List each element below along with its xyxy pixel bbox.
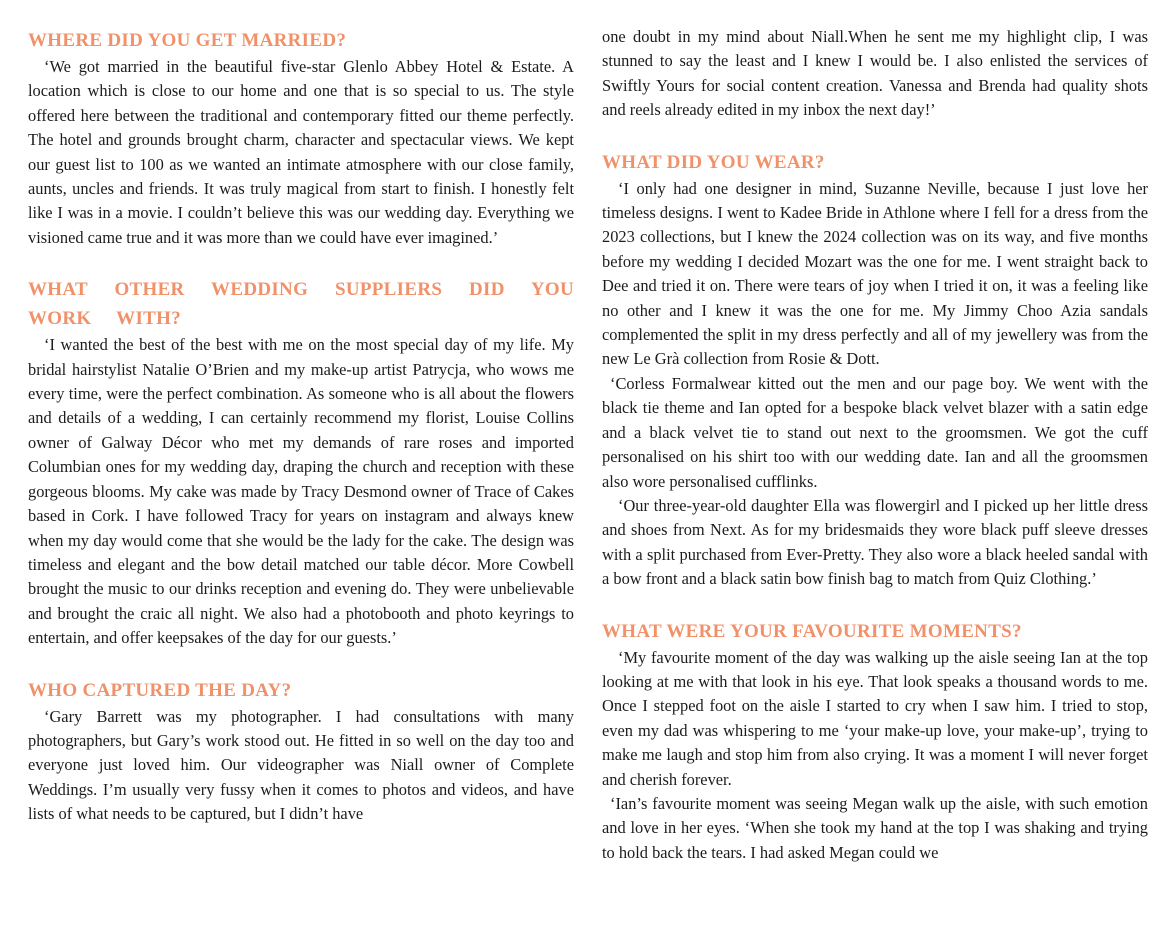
paragraph-wear-bridesmaids: ‘Our three-year-old daughter Ella was flowergirl and I picked up her little dress and shoes from Next. As for my bridesmaids they wore black puff sleeve dresses with a split purchased from Ever-Pretty. They also wore a black heeled sandal with a bow front and a black satin bow finish bag to match from Quiz Clothing.’ xyxy=(602,495,1148,589)
section-gap xyxy=(602,592,1148,617)
paragraph-captured-part2: one doubt in my mind about Niall.When he sent me my highlight clip, I was stunned to say the least and I knew I would be. I also enlisted the services of Swiftly Yours for social content creation. Vanessa and Brenda had quality shots and reels already edited in my inbox the next day!’ xyxy=(602,27,1148,120)
left-column xyxy=(28,26,574,827)
paragraph-suppliers: ‘I wanted the best of the best with me on the most special day of my life. My bridal hairstylist Natalie O’Brien and my make-up artist Patrycja, who wows me every time, were the perfect combination. As someone who is all about the flowers and details of a wedding, I can certainly recommend my florist, Louise Collins owner of Galway Décor who met my demands of rare roses and imported Columbian ones for my wedding day, draping the church and reception with these gorgeous blooms. My cake was made by Tracy Desmond owner of Trace of Cakes based in Cork. I have followed Tracy for years on instagram and always knew when my day would come that she would be the lady for the cake. The design was timeless and elegant and the bow detail matched our table décor. More Cowbell brought the music to our drinks reception and evening do. They were unbelievable and brought the craic all night. We also had a photobooth and photo keyrings to entertain, and offer keepsakes of the day for our guests.’ xyxy=(28,335,574,648)
section-heading-suppliers: WHAT OTHER WEDDING SUPPLIERS DID YOU WORK WITH? xyxy=(28,279,574,330)
section-gap xyxy=(602,123,1148,148)
paragraph-moments-groom: ‘Ian’s favourite moment was seeing Megan walk up the aisle, with such emotion and love in her eyes. ‘When she took my hand at the top I was shaking and trying to hold back the tears. I had asked Megan could we xyxy=(602,793,1148,862)
section-heading-captured: WHO CAPTURED THE DAY? xyxy=(28,679,292,701)
paragraph-wear-groom: ‘Corless Formalwear kitted out the men and our page boy. We went with the black tie theme and Ian opted for a bespoke black velvet blazer with a satin edge and a black velvet tie to stand out next to the groomsmen. We got the cuff personalised on his shirt too with our wedding date. Ian and all the groomsmen also wore personalised cufflinks. xyxy=(602,373,1148,491)
paragraph-married: ‘We got married in the beautiful five-star Glenlo Abbey Hotel & Estate. A location which is close to our home and one that is so special to us. The style offered here between the traditional and contemporary fitted our theme perfectly. The hotel and grounds brought charm, character and spectacular views. We kept our guest list to 100 as we wanted an intimate atmosphere with our close family, aunts, uncles and friends. It was truly magical from start to finish. I honestly felt like I was in a movie. I couldn’t believe this was our wedding day. Everything we visioned came true and it was more than we could have ever imagined.’ xyxy=(28,57,574,247)
section-gap xyxy=(28,651,574,676)
paragraph-captured-part1: ‘Gary Barrett was my photographer. I had consultations with many photographers, but Gary’s work stood out. He fitted in so well on the day too and everyone just loved him. Our videographer was Niall owner of Complete Weddings. I’m usually very fussy when it comes to photos and videos, and have lists of what needs to be captured, but I didn’t have xyxy=(28,706,574,824)
paragraph-wear-dress: ‘I only had one designer in mind, Suzanne Neville, because I just love her timeless designs. I went to Kadee Bride in Athlone where I fell for a dress from the 2023 collections, but I knew the 2024 collection was on its way, and five months before my wedding I decided Mozart was the one for me. I went straight back to Dee and tried it on. There were tears of joy when I tried it on, it was a feeling like no other and I knew it was the one for me. My Jimmy Choo Azia sandals complemented the split in my dress perfectly and all of my jewellery was from the new Le Grà collection from Rosie & Dott. xyxy=(602,178,1148,369)
section-heading-moments: WHAT WERE YOUR FAVOURITE MOMENTS? xyxy=(602,620,1022,642)
section-heading-married: WHERE DID YOU GET MARRIED? xyxy=(28,30,347,51)
paragraph-moments-bride: ‘My favourite moment of the day was walking up the aisle seeing Ian at the top looking at me with that look in his eye. That look speaks a thousand words to me. Once I stepped foot on the aisle I started to cry when I saw him. I tried to stop, even my dad was whispering to me ‘your make-up love, your make-up’, trying to make me laugh and stop him from also crying. It was a moment I will never forget and cherish forever. xyxy=(602,647,1148,789)
section-gap xyxy=(28,250,574,275)
section-heading-wear: WHAT DID YOU WEAR? xyxy=(602,151,825,173)
right-column xyxy=(602,25,1148,865)
